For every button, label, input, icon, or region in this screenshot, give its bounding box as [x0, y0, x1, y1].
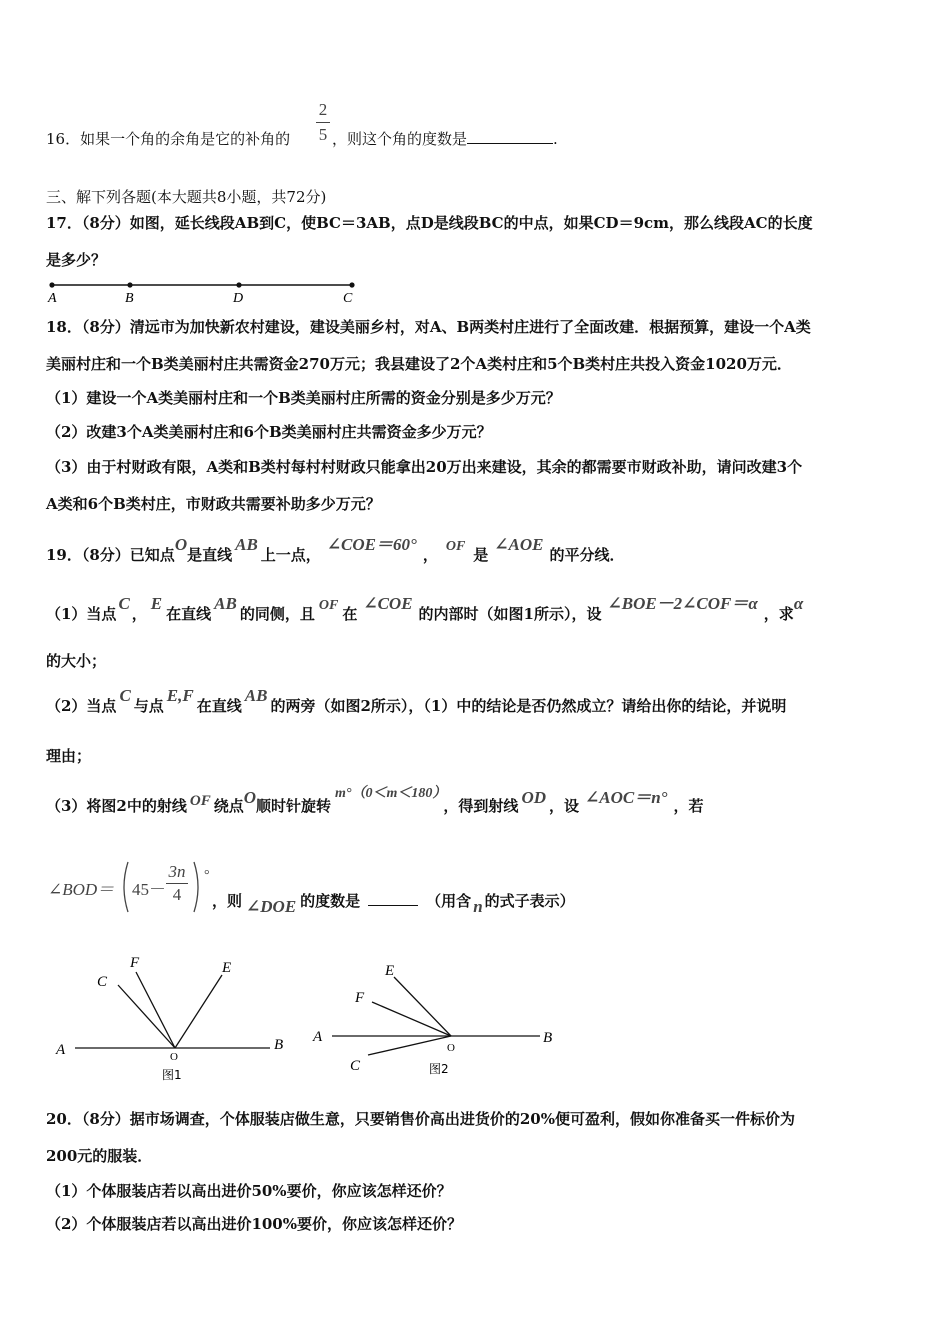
q19-s3-d: ，得到射线: [443, 797, 519, 815]
q19-angle-coe: ∠COE＝60°: [326, 535, 417, 554]
q19-figure-2: [308, 955, 568, 1085]
fig2-label-c: C: [350, 1058, 361, 1074]
q19-ray-of: OF: [445, 539, 466, 554]
q16-text-post: ，则这个角的度数是: [332, 130, 468, 148]
fig2-label-f: F: [355, 990, 365, 1006]
q19-s3-angle-aoc: ∠AOC＝n°: [585, 788, 668, 807]
q19-angle-aoe: ∠AOE: [494, 535, 544, 554]
q19-s1-angle-coe: ∠COE: [363, 594, 413, 613]
q18-line2: 美丽村庄和一个B类美丽村庄共需资金270万元；我县建设了2个A类村庄和5个B类村庄共投入资金1020万元．: [46, 355, 792, 373]
q19-intro-c: 上一点，: [260, 546, 321, 564]
q16-fraction-numerator: 2: [318, 100, 328, 119]
q19-intro-e: 的平分线．: [549, 546, 625, 564]
q19-s2-line-ab: AB: [244, 686, 268, 705]
q19-s2-c: 在直线: [196, 697, 242, 715]
q17-segment-figure: [44, 278, 364, 304]
q19-s1-point-c: C: [118, 594, 130, 613]
section-title: 三、解下列各题(本大题共8小题，共72分): [46, 188, 327, 206]
q19-s3-a: （3）将图2中的射线: [46, 797, 187, 815]
q19-s1-e: 在: [342, 605, 358, 623]
q19-line-ab: AB: [235, 535, 258, 554]
q19-comma: ，: [422, 546, 438, 564]
fig2-label-e: E: [385, 963, 395, 979]
q19-bod-lhs: ∠BOD＝: [48, 880, 115, 899]
q19-s1-alpha: α: [793, 594, 804, 613]
q19-s2-point-c: C: [119, 686, 131, 705]
q19-s3-i: （用含: [426, 892, 472, 910]
fig1-ray-of: [136, 972, 175, 1048]
fig1-ray-oe: [175, 975, 222, 1048]
q19-s3-b: 绕点: [213, 797, 244, 815]
fig2-caption: 图2: [429, 1062, 449, 1076]
q19-s3-tail: [212, 890, 575, 916]
q19-s3-f: ，若: [673, 797, 704, 815]
q19-bod-45: 45－: [132, 880, 166, 899]
q19-s2-points-ef: E,F: [166, 686, 194, 705]
fig1-label-o: O: [170, 1051, 178, 1063]
q19-s2-d: 的两旁（如图2所示），（1）中的结论是否仍然成立？请给出你的结论，并说明: [270, 697, 787, 715]
q20-sub2: （2）个体服装店若以高出进价100%要价，你应该怎样还价？: [46, 1215, 463, 1233]
q19-sub2: [46, 686, 787, 716]
fig1-caption: 图1: [162, 1068, 182, 1082]
fig1-label-e: E: [222, 960, 232, 976]
q19-s3-j: 的式子表示）: [484, 892, 575, 910]
fig1-ray-oc: [118, 985, 175, 1048]
q16: [46, 128, 290, 149]
q19-s3-e: ，设: [549, 797, 580, 815]
q16-fraction: [316, 100, 330, 145]
q17-label-d: D: [233, 291, 244, 304]
q17-label-c: C: [343, 291, 353, 304]
q19-s2-end: 理由；: [46, 747, 92, 765]
fig1-label-f: F: [130, 955, 140, 971]
q19-s1-d: 的同侧，且: [239, 605, 315, 623]
q19-bod-fraction: [166, 862, 188, 905]
q16-fraction-denominator: 5: [318, 125, 328, 144]
q20-line2: 200元的服装．: [46, 1147, 153, 1165]
q16-number: 16．: [46, 130, 81, 148]
q17-label-a: A: [48, 291, 57, 304]
q19-s3-c: 顺时针旋转: [256, 797, 332, 815]
q19-s3-angle-doe: ∠DOE: [246, 897, 297, 916]
q19-intro-a: 19．（8分）已知点: [46, 546, 175, 564]
q19-figure-1: [50, 950, 300, 1085]
q19-point-o: O: [174, 535, 188, 554]
q19-s2-b: 与点: [133, 697, 164, 715]
q17-line2: 是多少？: [46, 251, 107, 269]
fig1-label-b: B: [274, 1037, 284, 1053]
q20-line1: 20．（8分）据市场调查，个体服装店做生意，只要销售价高出进货价的20%便可盈利，假如你准备买一件标价为: [46, 1110, 795, 1128]
q20-sub1: （1）个体服装店若以高出进价50%要价，你应该怎样还价？: [46, 1182, 452, 1200]
q19-s1-a: （1）当点: [46, 605, 117, 623]
q19-s3-h: 的度数是: [300, 892, 361, 910]
q19-s1-f: 的内部时（如图1所示），设: [418, 605, 602, 623]
fig2-label-a: A: [313, 1029, 323, 1045]
q18-sub2: （2）改建3个A类美丽村庄和6个B类美丽村庄共需资金多少万元？: [46, 423, 492, 441]
fig1-label-c: C: [97, 974, 108, 990]
q19-intro: [46, 535, 625, 565]
q16-answer-blank[interactable]: [467, 129, 553, 144]
q19-s3-g: ，则: [212, 892, 243, 910]
q19-sub1: [46, 594, 804, 624]
q19-intro-b: 是直线: [187, 546, 233, 564]
q17-line1: 17．（8分）如图，延长线段AB到C，使BC＝3AB，点D是线段BC的中点，如果CD＝9cm，那么线段AC的长度: [46, 214, 813, 232]
left-paren-icon: [118, 860, 132, 914]
q19-s3-rotation: m°（0＜m＜180）: [335, 786, 440, 801]
fig2-ray-oc: [368, 1036, 451, 1055]
q16-end: .: [553, 130, 558, 148]
q19-sub3: [46, 786, 704, 816]
fig2-ray-oe: [394, 977, 451, 1036]
fraction-bar: [316, 122, 330, 123]
q19-s1-line-ab: AB: [214, 594, 237, 613]
q19-s3-ray-of: OF: [189, 793, 211, 809]
q18-sub1: （1）建设一个A类美丽村庄和一个B类美丽村庄所需的资金分别是多少万元？: [46, 389, 561, 407]
q19-bod-degree: °: [204, 868, 210, 883]
q19-s3-n: n: [473, 897, 483, 916]
q17-point-c: [349, 282, 354, 287]
q19-s1-c: 在直线: [166, 605, 212, 623]
q19-s1-g: ，求: [763, 605, 794, 623]
q17-point-b: [127, 282, 132, 287]
fig2-label-b: B: [543, 1030, 553, 1046]
q19-bod-denominator: 4: [172, 885, 182, 904]
q17-point-d: [236, 282, 241, 287]
q19-s1-expression: ∠BOE－2∠COF＝α: [607, 594, 758, 613]
q19-intro-d: 是: [473, 546, 489, 564]
q19-answer-blank[interactable]: [368, 891, 418, 906]
right-paren-icon: [190, 860, 204, 914]
q17-label-b: B: [125, 291, 134, 304]
q19-s1-ray-of: OF: [318, 598, 339, 613]
q19-s2-a: （2）当点: [46, 697, 117, 715]
q19-s1-end: 的大小；: [46, 652, 107, 670]
q16-text-pre: 如果一个角的余角是它的补角的: [80, 130, 291, 148]
fig1-label-a: A: [56, 1042, 66, 1058]
q18-line1: 18．（8分）清远市为加快新农村建设，建设美丽乡村，对A、B两类村庄进行了全面改建．根据预算，建设一个A类: [46, 318, 811, 336]
q16-tail: [332, 128, 558, 149]
fig2-ray-of: [372, 1002, 451, 1036]
q19-s1-b: ，: [131, 605, 147, 623]
fig2-label-o: O: [447, 1042, 455, 1054]
fraction-bar: [166, 883, 188, 884]
q19-s3-point-o: O: [243, 788, 257, 807]
q19-s3-ray-od: OD: [521, 788, 546, 807]
q19-s1-point-e: E: [150, 594, 163, 613]
q19-bod-numerator: 3n: [168, 862, 186, 881]
q17-point-a: [49, 282, 54, 287]
q18-sub3-line2: A类和6个B类村庄，市财政共需要补助多少万元？: [46, 495, 381, 513]
q18-sub3-line1: （3）由于村财政有限，A类和B类村每村村财政只能拿出20万出来建设，其余的都需要市财政补助，请问改建3个: [46, 458, 803, 476]
